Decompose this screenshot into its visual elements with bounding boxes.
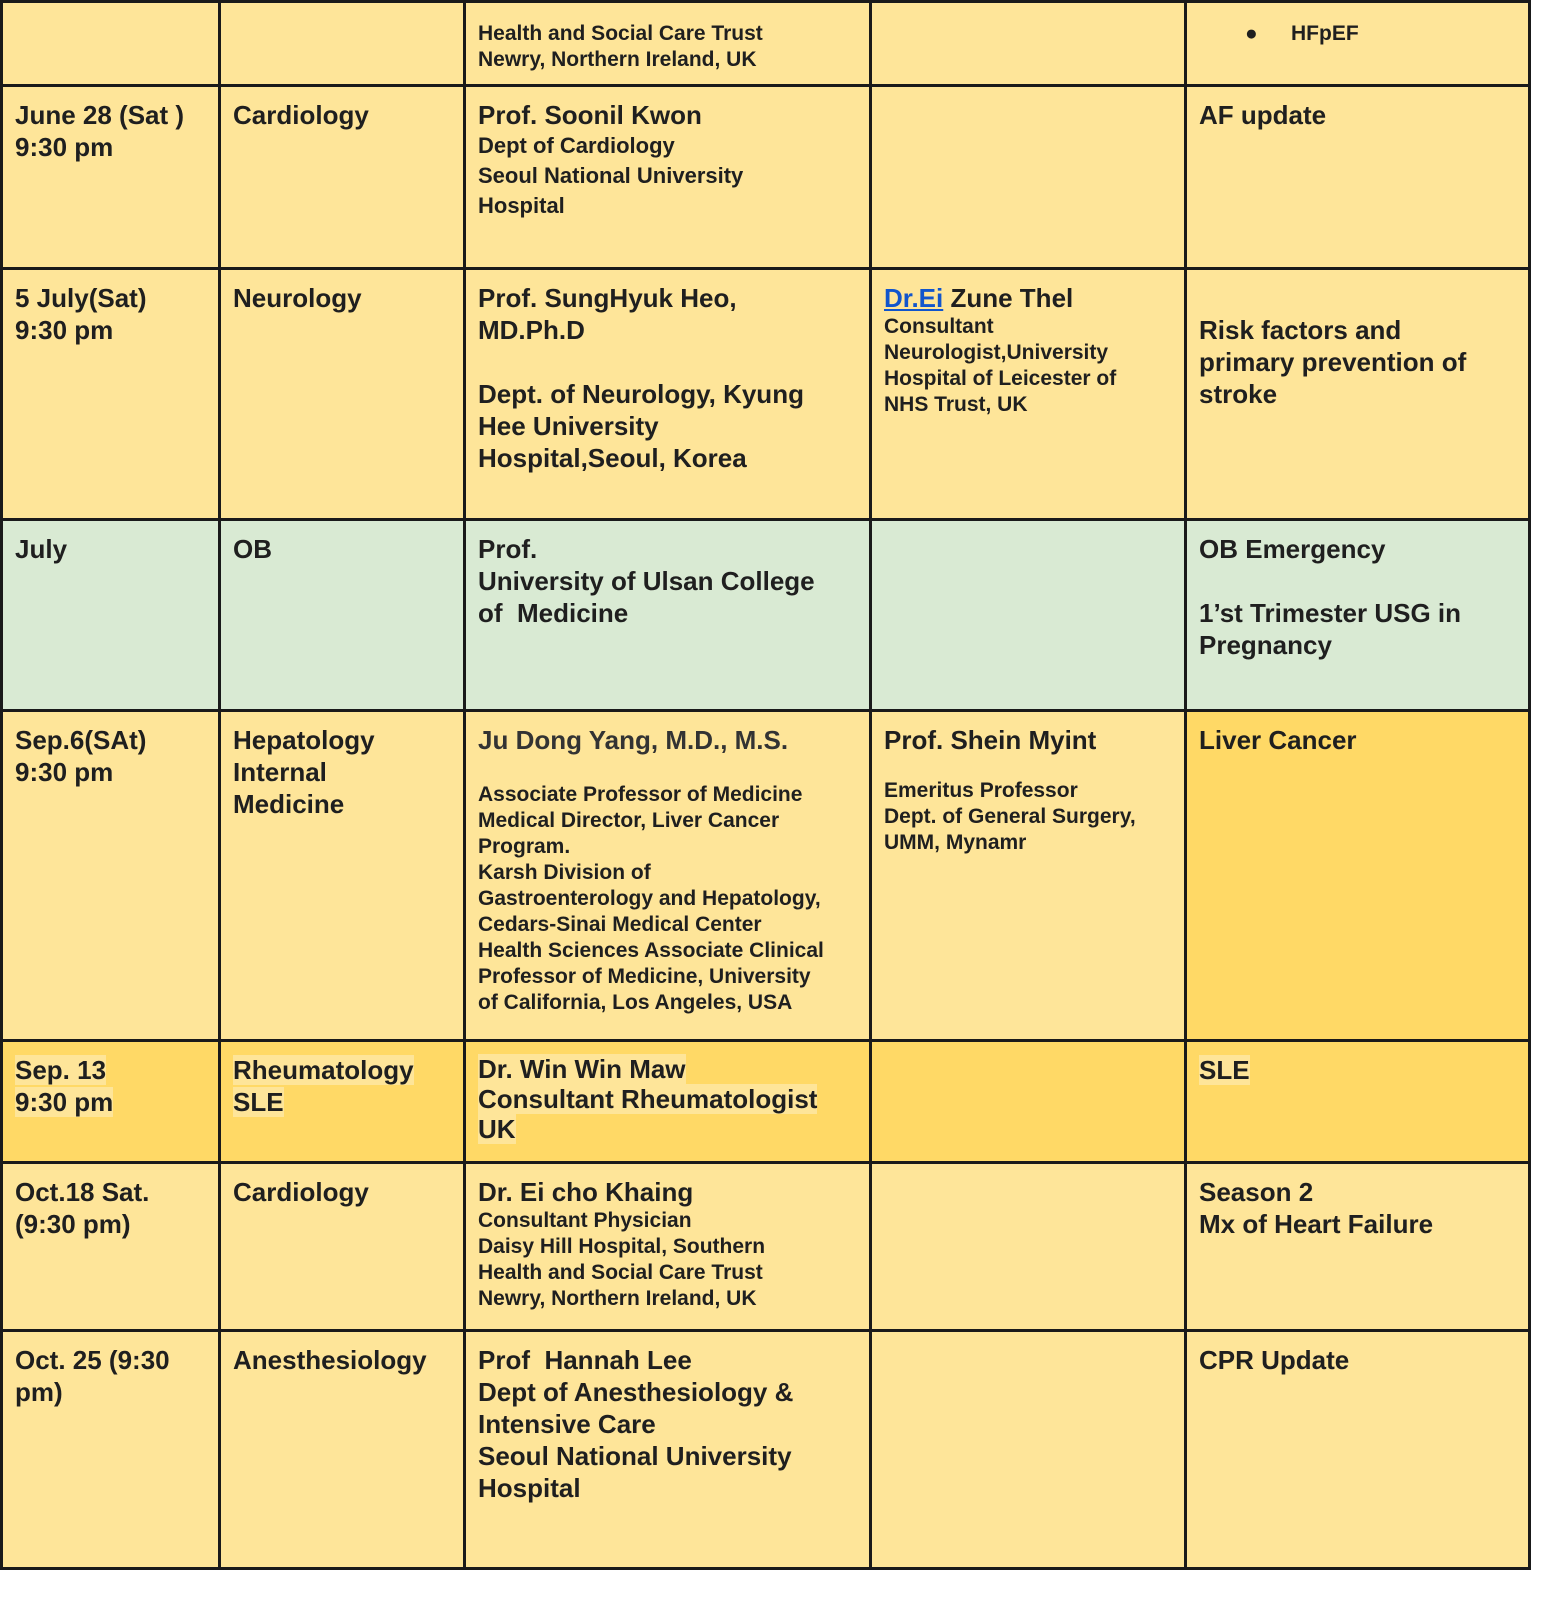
specialty-cell (220, 1163, 465, 1331)
table-row (2, 86, 1530, 269)
speaker-line: Intensive Care (478, 1409, 656, 1439)
moderator-line: Emeritus Professor (884, 779, 1078, 802)
specialty-text: Cardiology (233, 1177, 369, 1207)
date-cell (2, 1331, 220, 1569)
topic-text: Liver Cancer (1199, 725, 1357, 755)
speaker-line: Newry, Northern Ireland, UK (478, 1287, 757, 1310)
speaker-cell (465, 520, 871, 711)
topic-text: CPR Update (1199, 1345, 1350, 1375)
topic-cell (1186, 86, 1530, 269)
topic-text: Risk factors and (1199, 315, 1402, 345)
bullet-icon: ● (1245, 22, 1258, 45)
specialty-cell (220, 86, 465, 269)
speaker-line: Hospital,Seoul, Korea (478, 443, 747, 473)
speaker-line: Hospital (478, 193, 565, 218)
time-text: 9:30 pm (15, 132, 114, 162)
specialty-cell (220, 269, 465, 520)
date-cell (2, 1041, 220, 1163)
specialty-text: SLE (233, 1087, 284, 1117)
speaker-cell (465, 711, 871, 1041)
time-text: pm) (15, 1377, 63, 1407)
table-row (2, 2, 1530, 86)
time-text: 9:30 pm (15, 1087, 114, 1117)
date-text: June 28 (Sat ) (15, 100, 185, 130)
speaker-line: University of Ulsan College (478, 566, 815, 596)
moderator-name-link[interactable]: Dr.Ei (884, 283, 944, 313)
date-text: Oct. 25 (9:30 (15, 1345, 170, 1375)
speaker-line: Professor of Medicine, University (478, 965, 811, 988)
specialty-text: Internal (233, 757, 327, 787)
speaker-line: Program. (478, 835, 571, 858)
speaker-line: Consultant Rheumatologist (478, 1084, 818, 1114)
speaker-line: Health Sciences Associate Clinical (478, 939, 824, 962)
speaker-line: Karsh Division of (478, 861, 651, 884)
speaker-credentials: MD.Ph.D (478, 315, 585, 345)
specialty-text: Anesthesiology (233, 1345, 427, 1375)
topic-text: Season 2 (1199, 1177, 1314, 1207)
date-cell (2, 86, 220, 269)
speaker-line: Seoul National University (478, 163, 744, 188)
moderator-cell (871, 1163, 1186, 1331)
topic-cell (1186, 1163, 1530, 1331)
specialty-cell (220, 1331, 465, 1569)
date-cell (2, 520, 220, 711)
speaker-line: Medical Director, Liver Cancer (478, 809, 780, 832)
speaker-line: Associate Professor of Medicine (478, 783, 803, 806)
speaker-line: Seoul National University (478, 1441, 792, 1471)
speaker-name: Dr. Win Win Maw (478, 1054, 686, 1084)
speaker-line: Daisy Hill Hospital, Southern (478, 1235, 766, 1258)
table-row (2, 269, 1530, 520)
topic-text: Mx of Heart Failure (1199, 1209, 1434, 1239)
topic-cell (1186, 711, 1530, 1041)
specialty-cell (220, 520, 465, 711)
topic-text: 1’st Trimester USG in (1199, 598, 1462, 628)
date-text: July (15, 534, 68, 564)
topic-cell (1186, 269, 1530, 520)
speaker-name: Ju Dong Yang, M.D., M.S. (478, 725, 789, 755)
specialty-cell (220, 1041, 465, 1163)
topic-text: SLE (1199, 1055, 1250, 1085)
speaker-line: of Medicine (478, 598, 629, 628)
speaker-cell (465, 1331, 871, 1569)
speaker-line: Health and Social Care Trust (478, 1261, 763, 1284)
table-row (2, 1163, 1530, 1331)
table-row (2, 1331, 1530, 1569)
speaker-line: Dept. of Neurology, Kyung (478, 379, 804, 409)
topic-text: Pregnancy (1199, 630, 1332, 660)
specialty-text: OB (233, 534, 272, 564)
speaker-line: Newry, Northern Ireland, UK (478, 48, 757, 71)
specialty-text: Hepatology (233, 725, 375, 755)
table-row (2, 520, 1530, 711)
speaker-line: of California, Los Angeles, USA (478, 991, 793, 1014)
moderator-cell (871, 1041, 1186, 1163)
moderator-cell (871, 1331, 1186, 1569)
date-cell (2, 711, 220, 1041)
topic-text: primary prevention of (1199, 347, 1467, 377)
table-row (2, 1041, 1530, 1163)
specialty-text: Rheumatology (233, 1055, 414, 1085)
moderator-line: Neurologist,University (884, 341, 1109, 364)
date-text: Sep. 13 (15, 1055, 107, 1085)
speaker-name: Prof. Soonil Kwon (478, 100, 702, 130)
date-cell (2, 1163, 220, 1331)
moderator-cell (871, 711, 1186, 1041)
time-text: 9:30 pm (15, 757, 114, 787)
speaker-cell (465, 2, 871, 86)
topic-text: AF update (1199, 100, 1327, 130)
moderator-line: NHS Trust, UK (884, 393, 1028, 416)
moderator-cell (871, 269, 1186, 520)
speaker-line: Gastroenterology and Hepatology, (478, 887, 821, 910)
speaker-cell (465, 269, 871, 520)
moderator-name: Prof. Shein Myint (884, 725, 1097, 755)
speaker-line: Dept of Cardiology (478, 133, 675, 158)
speaker-cell (465, 1041, 871, 1163)
speaker-name: Dr. Ei cho Khaing (478, 1177, 694, 1207)
moderator-cell (871, 520, 1186, 711)
speaker-cell (465, 1163, 871, 1331)
speaker-line: Hospital (478, 1473, 581, 1503)
moderator-cell (871, 2, 1186, 86)
date-cell (2, 2, 220, 86)
speaker-line: UK (478, 1114, 516, 1144)
speaker-line: Dept of Anesthesiology & (478, 1377, 794, 1407)
moderator-line: Dept. of General Surgery, (884, 805, 1136, 828)
topic-cell (1186, 520, 1530, 711)
topic-cell (1186, 1331, 1530, 1569)
topic-cell (1186, 1041, 1530, 1163)
time-text: (9:30 pm) (15, 1209, 131, 1239)
speaker-line: Cedars-Sinai Medical Center (478, 913, 762, 936)
topic-text: OB Emergency (1199, 534, 1386, 564)
specialty-text: Cardiology (233, 100, 369, 130)
speaker-name: Prof Hannah Lee (478, 1345, 692, 1375)
speaker-line: Hee University (478, 411, 659, 441)
specialty-cell (220, 711, 465, 1041)
speaker-cell (465, 86, 871, 269)
moderator-cell (871, 86, 1186, 269)
moderator-name: Zune Thel (943, 283, 1074, 313)
moderator-line: Hospital of Leicester of (884, 367, 1117, 390)
specialty-text: Neurology (233, 283, 362, 313)
date-text: 5 July(Sat) (15, 283, 147, 313)
date-text: Sep.6(SAt) (15, 725, 147, 755)
topic-text: stroke (1199, 379, 1278, 409)
speaker-name: Prof. (478, 534, 538, 564)
date-cell (2, 269, 220, 520)
speaker-line: Health and Social Care Trust (478, 22, 763, 45)
speaker-name: Prof. SungHyuk Heo, (478, 283, 737, 313)
speaker-line: Consultant Physician (478, 1209, 692, 1232)
topic-cell (1186, 2, 1530, 86)
time-text: 9:30 pm (15, 315, 114, 345)
specialty-cell (220, 2, 465, 86)
table-row (2, 711, 1530, 1041)
date-text: Oct.18 Sat. (15, 1177, 150, 1207)
specialty-text: Medicine (233, 789, 345, 819)
moderator-line: UMM, Mynamr (884, 831, 1027, 854)
moderator-line: Consultant (884, 315, 994, 338)
topic-bullet-text: HFpEF (1291, 22, 1359, 45)
